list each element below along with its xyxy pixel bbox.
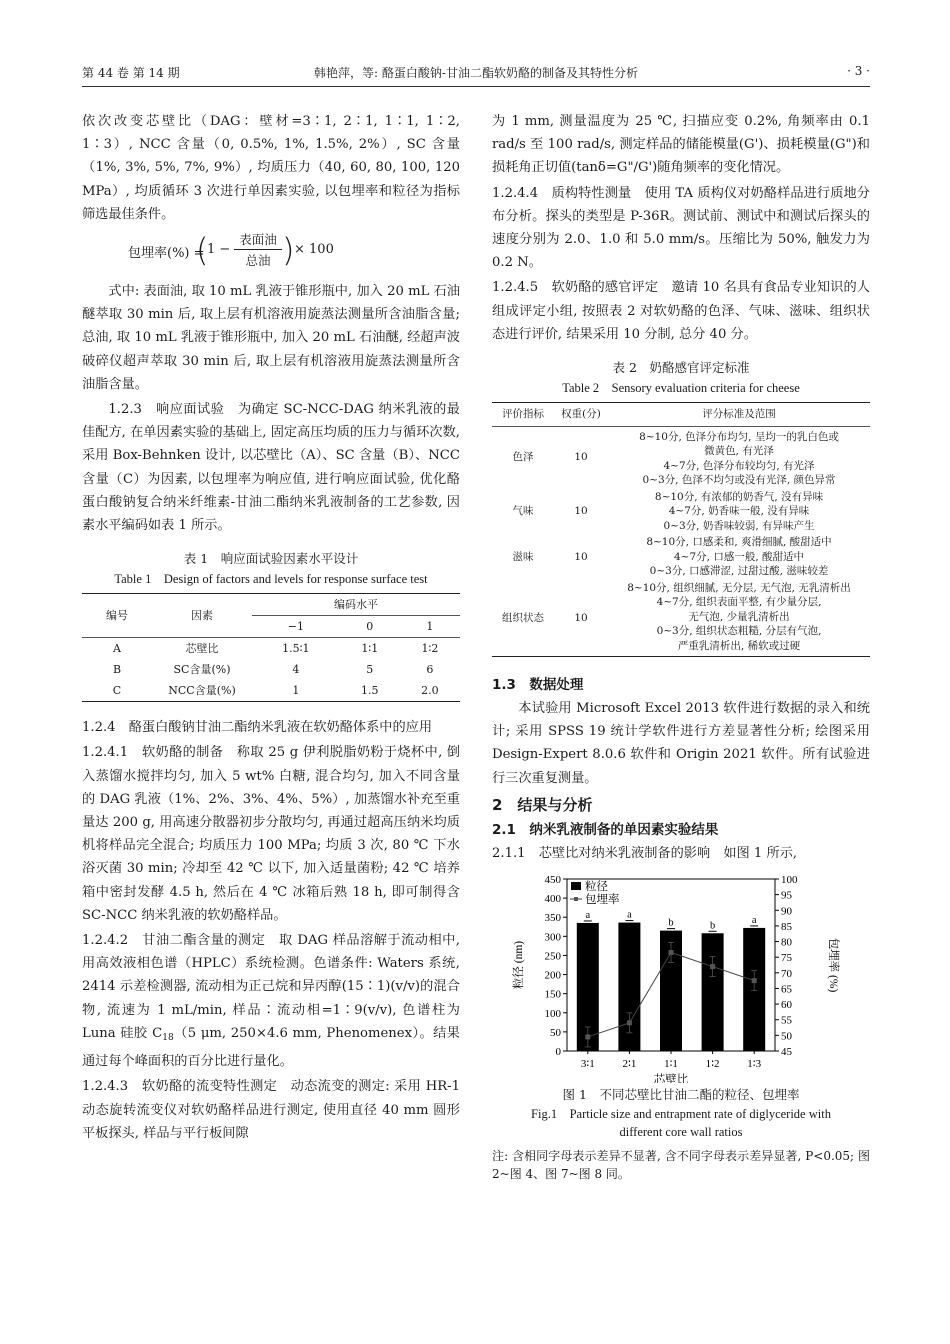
table1-cell: C	[112, 684, 122, 698]
table2-caption-en: Table 2 Sensory evaluation criteria for cheese	[562, 381, 800, 396]
x-tick-label: 1∶3	[747, 1058, 762, 1071]
y-tick-label: 150	[544, 988, 561, 1001]
line-point	[627, 1020, 632, 1025]
header-rule	[82, 86, 870, 87]
table2-criteria	[608, 426, 870, 489]
table1-cell: 6	[426, 663, 434, 677]
criteria-line: 微黄色, 有光泽	[704, 445, 774, 458]
paragraph: 为 1 mm, 测量温度为 25 ℃, 扫描应变 0.2%, 角频率由 0.1 rad/s 至 100 rad/s, 测定样品的储能模量(G')、损耗模量(G")和损耗角正切值(tanδ=G"/G')随角频率的变化情况。	[492, 114, 870, 176]
y-tick-label: 300	[544, 931, 561, 944]
formula-lhs: 包埋率(%) =	[128, 246, 205, 262]
y2-tick-label: 60	[781, 999, 792, 1012]
criteria-line: 0~3分, 奶香味较弱, 有异味产生	[663, 519, 815, 532]
criteria-line: 8~10分, 有浓郁的奶香气, 没有异味	[654, 490, 824, 503]
table2	[492, 358, 870, 657]
figure1-caption-en-2: different core wall ratios	[619, 1125, 743, 1140]
table2-header: 评价指标	[502, 408, 544, 421]
table2-weight: 10	[574, 505, 588, 518]
bar-significance-label: a	[627, 909, 632, 921]
criteria-line: 4~7分, 色泽分布较均匀, 有光泽	[663, 459, 815, 472]
table1-cell: 1	[292, 684, 300, 698]
table1-cell: 1∶1	[361, 642, 379, 656]
section-heading-1-3: 1.3 数据处理	[492, 677, 584, 694]
table1-header-level: 1	[426, 620, 434, 634]
paragraph: 依次改变芯壁比（DAG：壁材=3∶1, 2∶1, 1∶1, 1∶2, 1∶3）, NCC 含量（0, 0.5%, 1%, 1.5%, 2%）, SC 含量（1%, 3%, 5%, 7%, 9%）, 均质压力（40, 60, 80, 100, 120 MPa）, 均质循环 3 次进行单因素实验, 以包埋率和粒径为指标筛选最佳条件。	[82, 114, 460, 222]
criteria-line: 无气泡, 少量乳清析出	[688, 610, 790, 623]
x-tick-label: 1∶2	[705, 1058, 720, 1071]
table1-header-level: 0	[366, 620, 374, 634]
legend-label: 包埋率	[585, 894, 620, 907]
section-heading-2-1: 2.1 纳米乳液制备的单因素实验结果	[492, 821, 719, 838]
y2-tick-label: 65	[781, 983, 792, 996]
paragraph: 1.2.4.3 软奶酪的流变特性测定 动态流变的测定: 采用 HR-1 动态旋转流变仪对软奶酪样品进行测定, 使用直径 40 mm 圆形平板探头, 样品与平行板间隙	[82, 1079, 460, 1141]
table2-grid	[492, 402, 870, 657]
table1	[82, 549, 460, 702]
criteria-line: 0~3分, 口感滞涩, 过甜过酸, 滋味较差	[649, 565, 829, 578]
table2-header: 评分标准及范围	[702, 408, 776, 421]
table1-cell: 2.0	[421, 684, 439, 698]
line-point	[752, 978, 757, 983]
x-axis-label: 芯壁比	[653, 1074, 689, 1084]
bar-significance-label: a	[751, 914, 757, 926]
table1-cell: B	[112, 663, 122, 677]
table2-caption-cn: 表 2 奶酪感官评定标准	[612, 360, 750, 376]
paragraph: 1.2.4.4 质构特性测量 使用 TA 质构仪对奶酪样品进行质地分布分析。探头的类型是 P-36R。测试前、测试中和测试后探头的速度分别为 2.0、1.0 和 5.0 mm/s。压缩比为 50%, 触发力为 0.2 N。	[492, 185, 870, 271]
y2-tick-label: 70	[781, 967, 792, 980]
figure1-caption-en-1: Fig.1 Particle size and entrapment rate of diglyceride with	[531, 1107, 831, 1122]
paragraph-part: （5 μm, 250×4.6 mm, Phenomenex）。结果通过每个峰面积的百分比进行量化。	[82, 1025, 460, 1070]
table1-grid	[82, 593, 460, 702]
table1-cell: 1∶2	[421, 642, 439, 656]
y-tick-label: 100	[544, 1007, 561, 1020]
subscript: 18	[162, 1032, 174, 1043]
table1-cell: 1.5∶1	[282, 642, 310, 656]
table2-weight: 10	[574, 611, 588, 624]
bar	[702, 933, 724, 1051]
table2-criteria	[608, 580, 870, 657]
criteria-line: 4~7分, 口感一般, 酸甜适中	[673, 550, 804, 563]
table1-cell: SC含量(%)	[173, 663, 231, 677]
legend-label: 粒径	[585, 881, 608, 894]
paragraph: 本试验用 Microsoft Excel 2013 软件进行数据的录入和统计; 采用 SPSS 19 统计学软件进行方差显著性分析; 绘图采用 Design-Expert 8.0.6 软件和 Origin 2021 软件。所有试验进行三次重复测量。	[492, 701, 870, 786]
paragraph-part: 1.2.4.2 甘油二酯含量的测定 取 DAG 样品溶解于流动相中, 用高效液相色谱（HPLC）系统检测。色谱条件: Waters 系统, 2414 示差检测器, 流动相为正己烷和异丙醇(15∶1)(v/v)的混合物, 流速为 1 mL/min, 样品∶流动相=1∶9(v/v), 色谱柱为 Luna 硅胶 C	[82, 933, 460, 1041]
y-tick-label: 200	[544, 969, 561, 982]
table2-name: 色泽	[512, 451, 534, 464]
x-tick-label: 3∶1	[580, 1058, 595, 1071]
table2-criteria	[608, 534, 870, 580]
formula-tail: × 100	[294, 242, 334, 258]
criteria-line: 4~7分, 组织表面平整, 有少量分层,	[656, 596, 822, 609]
y2-axis-label: 包埋率 (%)	[827, 937, 839, 993]
y2-tick-label: 50	[781, 1030, 792, 1043]
bar-significance-label: a	[585, 910, 591, 922]
formula-one: 1 −	[207, 242, 231, 258]
table1-caption-en: Table 1 Design of factors and levels for response surface test	[114, 572, 428, 587]
y2-tick-label: 45	[781, 1046, 792, 1059]
y2-tick-label: 75	[781, 952, 792, 965]
figure1-svg	[492, 871, 870, 1083]
table2-weight: 10	[574, 451, 588, 464]
paragraph: 式中: 表面油, 取 10 mL 乳液于锥形瓶中, 加入 20 mL 石油醚萃取 30 min 后, 取上层有机溶液用旋蒸法测量所含油脂含量; 总油, 取 10 mL 乳液于锥形瓶中, 加入 20 mL 石油醚, 经超声波破碎仪超声萃取 30 min 后, 取上层有机溶液用旋蒸法测量所含油脂含量。	[82, 284, 460, 392]
legend-line-marker	[574, 897, 578, 901]
right-column	[492, 110, 870, 1183]
criteria-line: 0~3分, 组织状态粗糙, 分层有气泡,	[656, 625, 822, 638]
bar-significance-label: b	[709, 920, 716, 932]
formula-fraction	[234, 230, 282, 269]
paragraph: 1.2.4.5 软奶酪的感官评定 邀请 10 名具有食品专业知识的人组成评定小组, 按照表 2 对软奶酪的色泽、气味、滋味、组织状态进行评价, 结果采用 10 分制, 总分 40 分。	[492, 280, 870, 342]
y2-tick-label: 90	[781, 905, 792, 918]
y-tick-label: 0	[555, 1046, 561, 1059]
criteria-line: 8~10分, 组织细腻, 无分层, 无气泡, 无乳清析出	[627, 581, 851, 594]
section-heading: 1.2.4 酪蛋白酸钠甘油二酯纳米乳液在软奶酪体系中的应用	[82, 720, 433, 736]
y2-tick-label: 95	[781, 889, 792, 902]
figure-note: 注: 含相同字母表示差异不显著, 含不同字母表示差异显著, P<0.05; 图 2~图 4、图 7~图 8 同。	[492, 1149, 870, 1182]
legend-bar-swatch	[571, 882, 581, 890]
y2-tick-label: 80	[781, 936, 792, 949]
header-title: 韩艳萍，等: 酪蛋白酸钠-甘油二酯软奶酪的制备及其特性分析	[314, 66, 638, 80]
table1-cell: 4	[292, 663, 300, 677]
table1-cell: A	[113, 642, 121, 656]
paragraph: 1.2.3 响应面试验 为确定 SC-NCC-DAG 纳米乳液的最佳配方, 在单因素实验的基础上, 固定高压均质的压力与循环次数, 采用 Box-Behnken 设计, 以芯壁比（A）、SC 含量（B）、NCC 含量（C）为因素, 以包埋率为响应值, 进行响应面试验, 优化酪蛋白酸钠复合纳米纤维素-甘油二酯纳米乳液制备的工艺参数, 因素水平编码如表 1 所示。	[82, 402, 460, 534]
line-point	[669, 950, 674, 955]
table2-name: 滋味	[512, 550, 534, 563]
table2-name: 气味	[512, 505, 534, 518]
y-tick-label: 450	[544, 874, 561, 887]
x-tick-label: 2∶1	[622, 1058, 637, 1071]
line-point	[585, 1034, 590, 1039]
y2-tick-label: 85	[781, 920, 792, 933]
table1-header-levels: 编码水平	[252, 594, 460, 616]
table2-header: 权重(分)	[561, 408, 601, 421]
y-tick-label: 50	[550, 1026, 561, 1039]
table1-cell: 1.5	[361, 684, 379, 698]
y-tick-label: 400	[544, 893, 561, 906]
formula-paren-left: (	[196, 231, 209, 270]
header-page-number: · 3 ·	[847, 64, 870, 78]
figure1-chart	[492, 871, 870, 1083]
line-point	[710, 964, 715, 969]
figure1-caption-cn: 图 1 不同芯壁比甘油二酯的粒径、包埋率	[562, 1087, 800, 1103]
paragraph: 1.2.4.1 软奶酪的制备 称取 25 g 伊利脱脂奶粉于烧杯中, 倒入蒸馏水搅拌均匀, 加入 5 wt% 白糖, 混合均匀, 加入不同含量的 DAG 乳液（1%、2%、3%、4%、5%）, 加蒸馏水补充至重量达 200 g, 用高速分散器初步分散均匀, 再通过超高压纳米均质机将样品完全混合; 均质压力 100 MPa; 均质 3 次, 80 ℃ 下水浴灭菌 30 min; 冷却至 42 ℃ 以下, 加入适量菌粉; 42 ℃ 培养箱中密封发酵 4.5 h, 然后在 4 ℃ 冰箱后熟 18 h, 即可制得含 SC-NCC 纳米乳液的软奶酪样品。	[82, 745, 460, 923]
table1-header-factor: 因素	[191, 609, 213, 623]
table1-header-id: 编号	[106, 609, 128, 623]
left-column	[82, 110, 460, 1145]
x-tick-label: 1∶1	[664, 1058, 678, 1071]
table2-criteria	[608, 489, 870, 535]
table1-cell: 5	[366, 663, 374, 677]
criteria-line: 严重乳清析出, 稀软或过硬	[677, 639, 801, 652]
formula-numerator: 表面油	[234, 230, 282, 250]
criteria-line: 8~10分, 色泽分布均匀, 呈均一的乳白色或	[639, 430, 839, 443]
header-volume: 第 44 卷 第 14 期	[82, 66, 180, 80]
table2-weight: 10	[574, 550, 588, 563]
criteria-line: 4~7分, 奶香味一般, 没有异味	[668, 505, 810, 518]
running-header	[82, 64, 870, 84]
y2-tick-label: 55	[781, 1014, 792, 1027]
table1-header-level: −1	[287, 620, 304, 634]
table1-cell: NCC含量(%)	[168, 684, 236, 698]
paragraph: 2.1.1 芯壁比对纳米乳液制备的影响 如图 1 所示,	[492, 845, 798, 861]
y-axis-label: 粒径 (nm)	[513, 940, 525, 990]
y-tick-label: 350	[544, 912, 561, 925]
table1-caption-cn: 表 1 响应面试验因素水平设计	[183, 551, 359, 567]
formula-denominator: 总油	[245, 253, 271, 269]
table1-cell: 芯壁比	[185, 642, 219, 656]
criteria-line: 8~10分, 口感柔和, 爽滑细腻, 酸甜适中	[646, 536, 832, 549]
y2-tick-label: 100	[781, 874, 798, 887]
paragraph	[82, 929, 460, 1073]
bar-significance-label: b	[668, 917, 674, 929]
formula	[82, 230, 460, 274]
formula-paren-right: )	[282, 231, 295, 270]
criteria-line: 0~3分, 色泽不均匀或没有光泽, 颜色异常	[642, 474, 836, 487]
y-tick-label: 250	[544, 950, 561, 963]
section-heading-2: 2 结果与分析	[492, 795, 593, 814]
table2-name: 组织状态	[502, 611, 544, 624]
